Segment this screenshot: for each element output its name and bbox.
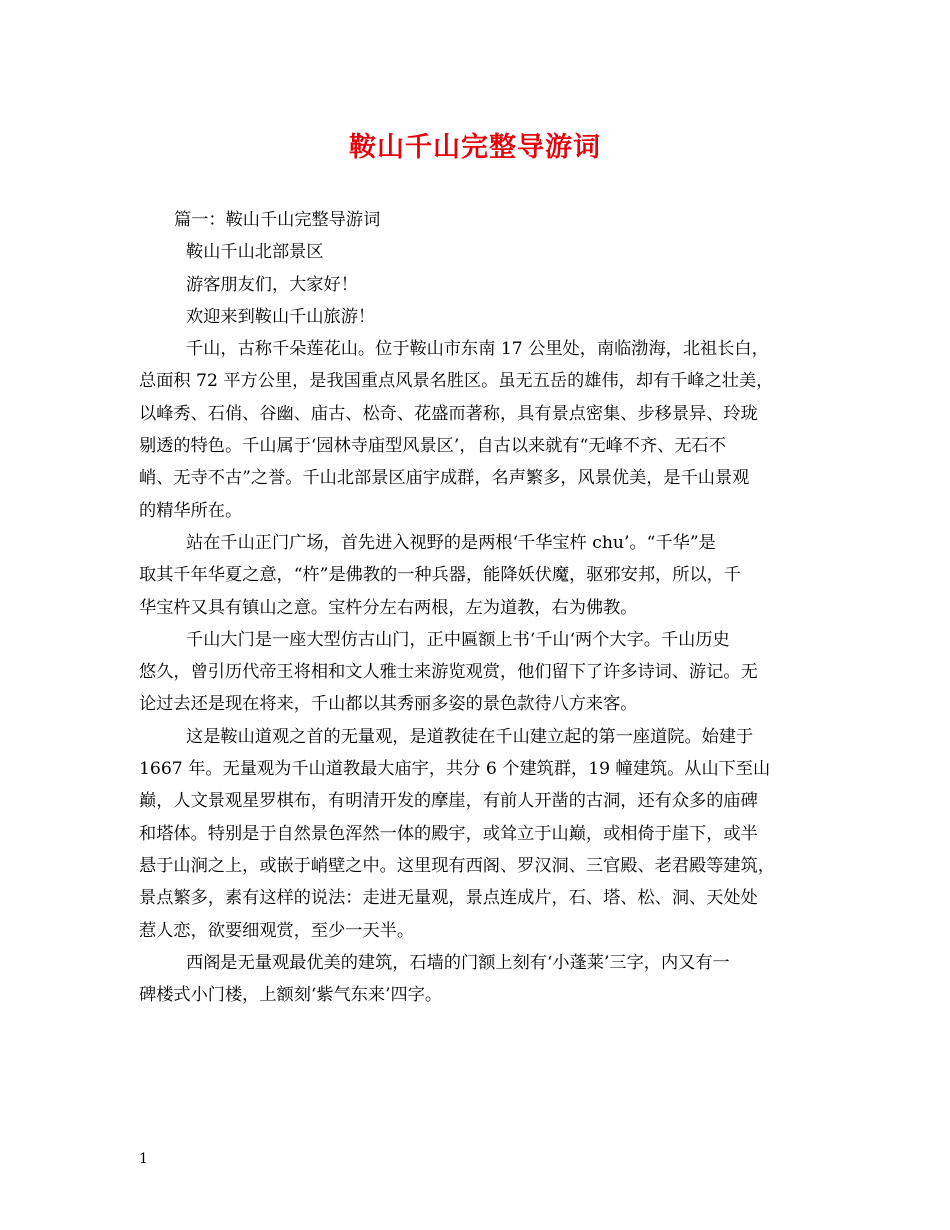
text-line: 取其千年华夏之意，“杵”是佛教的一种兵器，能降妖伏魔，驱邪安邦，所以，千 [139,565,741,586]
page-number: 1 [139,1151,148,1167]
text-line: 西阁是无量观最优美的建筑，石墙的门额上刻有‘小蓬莱’三字，内又有一 [186,952,730,973]
text-line: 站在千山正门广场，首先进入视野的是两根‘千华宝杵 chu’。“千华”是 [186,532,716,553]
text-line: 千山大门是一座大型仿古山门，正中匾额上书‘千山‘两个大字。千山历史 [186,629,730,650]
text-line: 碑楼式小门楼，上额刻‘紫气东来’四字。 [139,985,443,1006]
text-line: 峭、无寺不古”之誉。千山北部景区庙宇成群，名声繁多，风景优美，是千山景观 [139,468,750,489]
text-line: 悠久，曾引历代帝王将相和文人雅士来游览观赏，他们留下了许多诗词、游记。无 [139,662,758,683]
text-line: 惹人恋，欲要细观赏，至少一天半。 [139,920,415,941]
text-line: 篇一：鞍山千山完整导游词 [174,210,381,230]
text-line: 鞍山千山北部景区 [186,242,324,263]
text-line: 欢迎来到鞍山千山旅游！ [186,306,376,327]
text-line: 剔透的特色。千山属于‘园林寺庙型风景区’，自古以来就有“无峰不齐、无石不 [139,436,726,457]
text-line: 的精华所在。 [139,500,243,521]
document-title: 鞍山千山完整导游词 [349,132,601,163]
text-line: 1667 年。无量观为千山道教最大庙宇，共分 6 个建筑群，19 幢建筑。从山下至山 [139,759,771,780]
text-line: 论过去还是现在将来，千山都以其秀丽多姿的景色款待八方来客。 [139,694,638,715]
text-line: 这是鞍山道观之首的无量观，是道教徒在千山建立起的第一座道院。始建于 [186,726,754,747]
text-line: 总面积 72 平方公里，是我国重点风景名胜区。虽无五岳的雄伟，却有千峰之壮美， [139,371,774,392]
text-line: 景点繁多，素有这样的说法：走进无量观，景点连成片，石、塔、松、洞、天处处 [139,888,758,909]
text-line: 游客朋友们，大家好！ [186,274,358,295]
text-line: 悬于山涧之上，或嵌于峭壁之中。这里现有西阁、罗汉洞、三官殿、老君殿等建筑， [139,855,775,876]
text-line: 以峰秀、石俏、谷幽、庙古、松奇、花盛而著称，具有景点密集、步移景异、玲珑 [139,403,758,424]
document-body [139,204,812,1011]
text-line: 巅，人文景观星罗棋布，有明清开发的摩崖，有前人开凿的古洞，还有众多的庙碑 [139,791,758,812]
text-line: 千山，古称千朵莲花山。位于鞍山市东南 17 公里处，南临渤海，北祖长白， [186,339,769,360]
text-line: 和塔体。特别是于自然景色浑然一体的殿宇，或耸立于山巅，或相倚于崖下，或半 [139,823,758,844]
text-line: 华宝杵又具有镇山之意。宝杵分左右两根，左为道教，右为佛教。 [139,597,638,618]
